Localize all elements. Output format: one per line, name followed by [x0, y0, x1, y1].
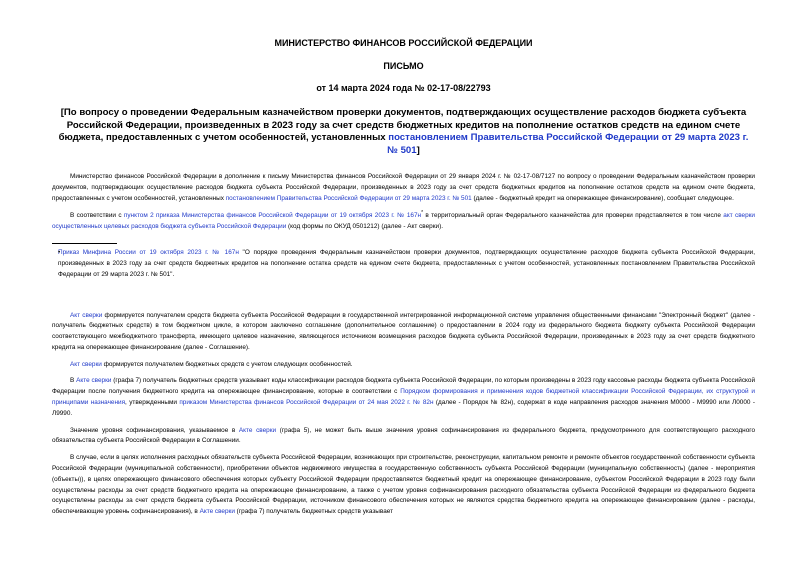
- paragraph-7-act-link[interactable]: Акте сверки: [199, 508, 235, 516]
- paragraph-5-text-end: (далее - Порядок № 82н), содержат в коде направления расходов значения М0000 - М9990 или Л0000 - Л9990.: [52, 399, 755, 417]
- doc-type-heading: ПИСЬМО: [383, 61, 424, 71]
- paragraph-6: [52, 426, 755, 448]
- paragraph-3-act-link[interactable]: Акт сверки: [70, 311, 103, 319]
- ministry-heading: МИНИСТЕРСТВО ФИНАНСОВ РОССИЙСКОЙ ФЕДЕРАЦИИ: [274, 38, 533, 48]
- paragraph-5-act-link[interactable]: Акте сверки: [76, 377, 112, 385]
- paragraph-1-text: Министерство финансов Российской Федерации в дополнение к письму Министерства финансов Российской Федерации от 29 января 2024 г. № 02-17-08/7127 по вопросу о проведении Федеральным казначейством проверки документов, подтверждающих осуществление расходов бюджета субъекта Российской Федерации, произведенных в 2023 году за счет средств бюджетных кредитов на пополнение остатков средств на едином счете бюджета, предоставленных с учетом особенностей, установленных: [52, 173, 755, 202]
- paragraph-1-text-end: (далее - бюджетный кредит на опережающее финансирование), сообщает следующее.: [471, 194, 734, 202]
- paragraph-6-act-link[interactable]: Акте сверки: [238, 426, 277, 434]
- paragraph-1: [52, 172, 755, 204]
- paragraph-5-text-mid: (графа 7) получатель бюджетных средств указывает коды классификации расходов бюджета субъекта Российской Федерации, по которым произведены в 2023 году кассовые расходы бюджета субъекта Российской Федерации после получения бюджетного кредита на опережающее финансирование, которые в соответствии с: [52, 377, 756, 396]
- paragraph-6-text-end: (графа 5), не может быть выше значения уровня софинансирования из федерального бюджета, предусмотренного для соответствующего расходного обязательства субъекта Российской Федерации в Соглашении.: [52, 426, 755, 445]
- paragraph-4-act-link[interactable]: Акт сверки: [70, 360, 102, 368]
- paragraph-5-text-mid2: , утвержденными: [125, 399, 180, 407]
- paragraph-2: [52, 208, 755, 233]
- title-resolution-link[interactable]: постановлением Правительства Российской Федерации от 29 марта 2023 г. № 501: [387, 132, 749, 156]
- document-body: [52, 172, 755, 518]
- title-text: [По вопросу о проведении Федеральным казначейством проверки документов, подтверждающих осуществление расходов бюджета субъекта Российской Федерации, произведенных в 2023 году за счет средств бюджетных кредитов на пополнение остатков средств на едином счете бюджета, предоставленных с учетом особенностей, установленных: [58, 107, 747, 143]
- paragraph-4-text: формируется получателем бюджетных средств с учетом следующих особенностей.: [101, 360, 353, 368]
- paragraph-7: [52, 453, 755, 518]
- date-number-heading: от 14 марта 2024 года № 02-17-08/22793: [316, 83, 491, 93]
- paragraph-5-order-link[interactable]: приказом Министерства финансов Российской Федерации от 24 мая 2022 г. № 82н: [179, 399, 434, 407]
- paragraph-5-text: В: [70, 377, 77, 385]
- footnote: [52, 248, 755, 280]
- paragraph-1-resolution-link[interactable]: постановлением Правительства Российской Федерации от 29 марта 2023 г. № 501: [225, 194, 472, 202]
- footnote-order-link[interactable]: Приказ Минфина России от 19 октября 2023 г. № 167н: [58, 249, 239, 257]
- paragraph-3: [52, 311, 755, 354]
- paragraph-2-text-end: (код формы по ОКУД 0501212) (далее - Акт сверки).: [286, 223, 443, 231]
- paragraph-3-text: формируется получателем средств бюджета субъекта Российской Федерации в государственной интегрированной информационной системе управления общественными финансами "Электронный бюджет" (далее - получатель бюджетных средств) в том бюджетном цикле, в котором заключено соглашение (дополнительное соглашение) о предоставлении в 2024 году из федерального бюджета бюджету субъекта Российской Федерации соответствующего межбюджетного трансферта, имеющего целевое назначение, являющегося источником возмещения расходов бюджета субъекта Российской Федерации, произведенных в 2023 году за счет средств бюджетного кредита на опережающее финансирование (далее - Соглашение).: [52, 311, 755, 351]
- paragraph-2-order-link[interactable]: пунктом 2 приказа Министерства финансов Российской Федерации от 19 октября 2023 г. № 167н: [123, 212, 422, 220]
- paragraph-7-text-end: (графа 7) получатель бюджетных средств указывает: [234, 508, 394, 516]
- paragraph-2-text-mid: в территориальный орган Федерального казначейства для проверки представляется в том числе: [423, 212, 724, 220]
- paragraph-7-text: В случае, если в целях исполнения расходных обязательств субъекта Российской Федерации, возникающих при строительстве, реконструкции, капитальном ремонте и ремонте объектов государственной собственности субъекта Российской Федерации (муниципальной собственности), приобретении объектов недвижимого имущества в государственную собственность субъекта Российской Федерации (муниципальную собственность) (далее - мероприятия (объекты)), в целях опережающего финансового обеспечения которых субъекту Российской Федерации предоставляется бюджетный кредит на опережающее финансирование, субъектом Российской Федерации в 2023 году были осуществлены расходы за счет средств бюджетного кредита на опережающее финансирование, а также с учетом уровня софинансирования расходного обязательства субъекта Российской Федерации из федерального бюджета осуществлены расходы за счет средств бюджета субъекта Российской Федерации, источником финансового обеспечения которых не являются средства бюджетного кредита на опережающее финансирование (далее - расходы, обеспечивающие уровень софинансирования), в: [52, 454, 755, 516]
- paragraph-5-procedure-link[interactable]: Порядком формирования и применения кодов бюджетной классификации Российской Федерации, их структурой и принципами назначения: [52, 388, 755, 407]
- title-end: ]: [416, 144, 420, 156]
- paragraph-5: [52, 376, 755, 419]
- document-title: [52, 107, 755, 157]
- paragraph-4: [52, 360, 755, 371]
- paragraph-6-text: Значение уровня софинансирования, указываемое в: [70, 426, 239, 434]
- paragraph-2-text: В соответствии с: [70, 212, 124, 220]
- footnote-marker: *: [421, 210, 424, 217]
- paragraph-2-act-link[interactable]: акт сверки осуществленных целевых расходов бюджета субъекта Российской Федерации: [52, 212, 756, 231]
- footnote-text: "О порядке проведения Федеральным казначейством проверки документов, подтверждающих осуществление расходов бюджета субъекта Российской Федерации, произведенных в 2023 году за счет средств бюджетных кредитов на пополнение остатка средств на едином счете бюджета, предоставленных с учетом особенностей, установленных постановлением Правительства Российской Федерации от 29 марта 2023 г. № 501".: [58, 249, 755, 278]
- footnote-divider: [52, 243, 117, 244]
